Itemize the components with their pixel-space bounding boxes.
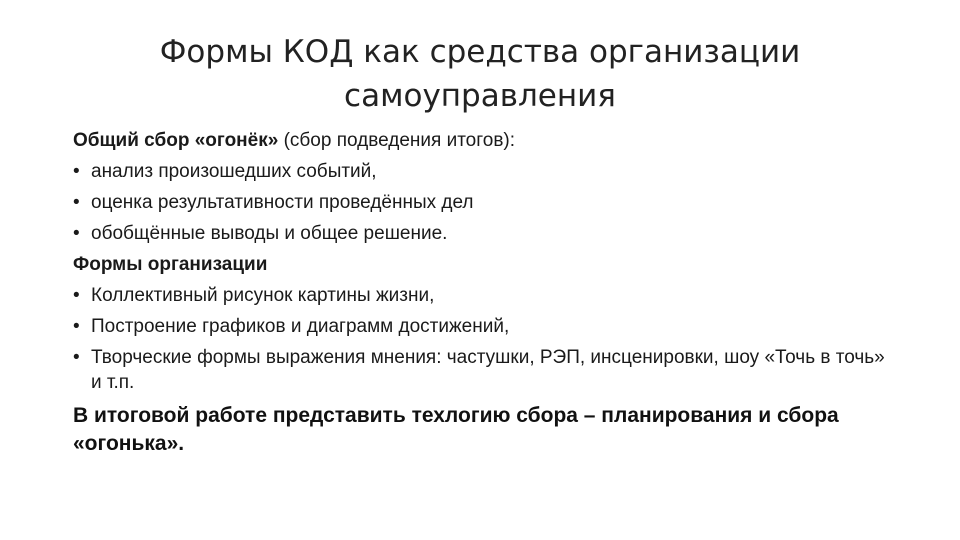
bullet-icon: • <box>73 223 80 244</box>
list-item <box>73 311 893 342</box>
list-item-text: обобщённые выводы и общее решение. <box>91 223 448 244</box>
list-item <box>73 187 893 218</box>
conclusion-text: В итоговой работе представить техлогию сбора – планирования и сбора «огонька». <box>73 404 839 455</box>
bullet-icon: • <box>73 347 80 368</box>
heading-regular-part: (сбор подведения итогов): <box>278 130 516 151</box>
slide-body <box>73 125 893 458</box>
list-item <box>73 342 893 395</box>
list-item <box>73 156 893 187</box>
list-item-text: Коллективный рисунок картины жизни, <box>91 285 435 306</box>
section-heading-gathering <box>73 125 893 156</box>
list-item-text: Творческие формы выражения мнения: частушки, РЭП, инсценировки, шоу «Точь в точь» и т.п. <box>91 347 885 393</box>
bullet-icon: • <box>73 192 80 213</box>
list-item-text: Построение графиков и диаграмм достижений, <box>91 316 510 337</box>
list-item-text: анализ произошедших событий, <box>91 161 377 182</box>
slide-title <box>60 30 900 118</box>
heading-bold-part: Общий сбор «огонёк» <box>73 130 279 151</box>
bullet-icon: • <box>73 285 80 306</box>
bullet-icon: • <box>73 161 80 182</box>
title-line-1: Формы КОД как средства организации <box>159 34 801 70</box>
section-heading-forms: Формы организации <box>73 254 268 275</box>
bullet-icon: • <box>73 316 80 337</box>
list-item <box>73 280 893 311</box>
list-item <box>73 218 893 249</box>
list-item-text: оценка результативности проведённых дел <box>91 192 474 213</box>
title-line-2: самоуправления <box>344 78 616 114</box>
